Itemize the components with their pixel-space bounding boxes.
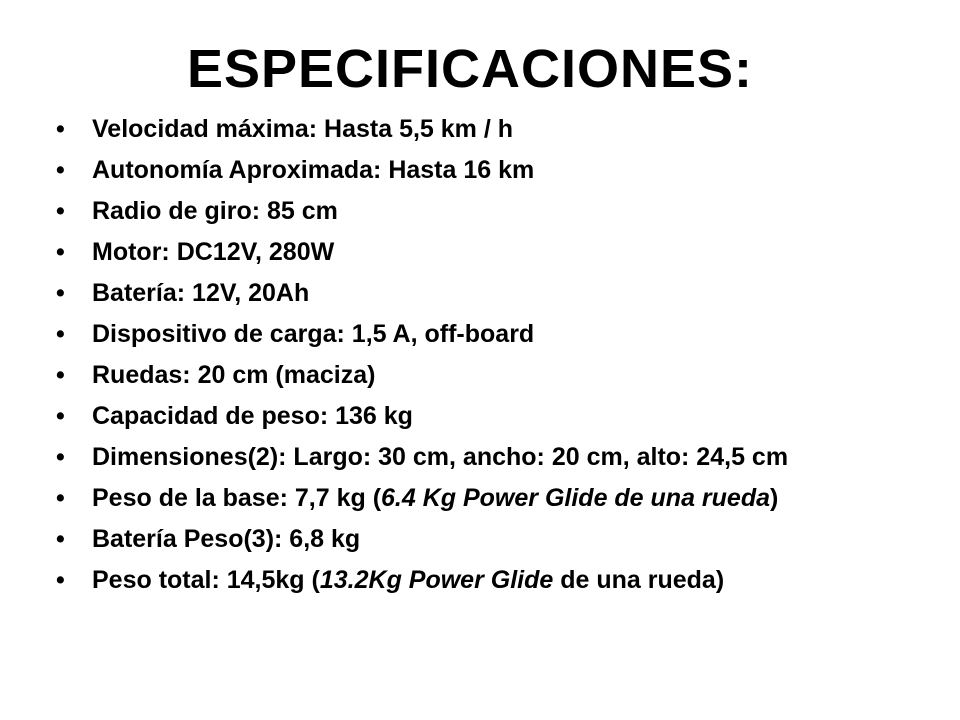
spec-item bbox=[0, 157, 960, 184]
spec-item bbox=[0, 321, 960, 348]
spec-item bbox=[0, 485, 960, 512]
spec-item-italic-text: 13.2Kg Power Glide bbox=[319, 566, 554, 594]
bullet-icon: • bbox=[56, 279, 65, 307]
spec-item bbox=[0, 198, 960, 225]
spec-item-text: Dimensiones(2): Largo: 30 cm, ancho: 20 cm, alto: 24,5 cm bbox=[92, 443, 789, 471]
spec-item-italic-text: 6.4 Kg Power Glide de una rueda bbox=[381, 484, 771, 512]
spec-item-text: Batería Peso(3): 6,8 kg bbox=[92, 525, 361, 553]
spec-item bbox=[0, 444, 960, 471]
bullet-icon: • bbox=[56, 320, 65, 348]
spec-item bbox=[0, 239, 960, 266]
spec-item-text: ) bbox=[770, 484, 779, 512]
spec-item-text: Motor: DC12V, 280W bbox=[92, 238, 335, 266]
spec-item-text: Batería: 12V, 20Ah bbox=[92, 279, 310, 307]
spec-item bbox=[0, 280, 960, 307]
spec-item-text: Autonomía Aproximada: Hasta 16 km bbox=[92, 156, 535, 184]
spec-item-text: Radio de giro: 85 cm bbox=[92, 197, 338, 225]
bullet-icon: • bbox=[56, 525, 65, 553]
spec-item-text: de una rueda) bbox=[553, 566, 725, 594]
bullet-icon: • bbox=[56, 484, 65, 512]
spec-list bbox=[0, 116, 960, 608]
spec-item bbox=[0, 116, 960, 143]
spec-item-text: Peso de la base: 7,7 kg ( bbox=[92, 484, 382, 512]
bullet-icon: • bbox=[56, 566, 65, 594]
spec-item bbox=[0, 526, 960, 553]
bullet-icon: • bbox=[56, 361, 65, 389]
bullet-icon: • bbox=[56, 238, 65, 266]
spec-item bbox=[0, 362, 960, 389]
bullet-icon: • bbox=[56, 156, 65, 184]
spec-item-text: Capacidad de peso: 136 kg bbox=[92, 402, 413, 430]
spec-item bbox=[0, 567, 960, 594]
spec-item-text: Peso total: 14,5kg ( bbox=[92, 566, 320, 594]
bullet-icon: • bbox=[56, 443, 65, 471]
spec-item-text: Ruedas: 20 cm (maciza) bbox=[92, 361, 376, 389]
bullet-icon: • bbox=[56, 115, 65, 143]
bullet-icon: • bbox=[56, 197, 65, 225]
bullet-icon: • bbox=[56, 402, 65, 430]
slide-title: ESPECIFICACIONES: bbox=[186, 39, 754, 99]
spec-item-text: Dispositivo de carga: 1,5 A, off-board bbox=[92, 320, 535, 348]
spec-item bbox=[0, 403, 960, 430]
spec-item-text: Velocidad máxima: Hasta 5,5 km / h bbox=[92, 115, 514, 143]
